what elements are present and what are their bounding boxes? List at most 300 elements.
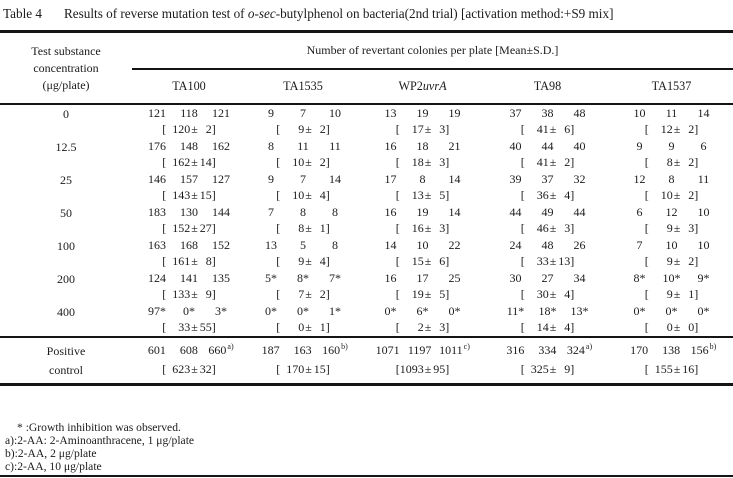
strain-cell: [132, 270, 246, 303]
table-body: [0, 105, 733, 383]
plus-minus: ±: [549, 287, 557, 302]
mean-sd: [360, 320, 485, 337]
plate-count: 1011$^{c)}$: [439, 341, 470, 357]
mean-sd: [610, 254, 733, 271]
plate-count: 97*: [148, 303, 166, 318]
mean-value: 14: [536, 320, 549, 335]
mean-value: 17: [411, 122, 424, 137]
sd-value: 13: [558, 254, 571, 269]
mean-value: 0: [298, 320, 305, 335]
plate-counts: [132, 204, 246, 221]
mean-value: 33: [536, 254, 549, 269]
bracket-open: [: [520, 188, 525, 203]
plate-count: 8: [300, 204, 306, 219]
plate-count: 170: [630, 342, 649, 357]
plate-count: 44: [541, 138, 554, 153]
strain-cell: [132, 171, 246, 204]
mean-value: 170: [286, 361, 305, 376]
plate-count: 8*: [633, 270, 646, 285]
plate-count: 118: [180, 105, 198, 120]
bracket-close: ]: [445, 221, 450, 236]
bracket-close: ]: [211, 287, 216, 302]
plate-count: 1197: [407, 342, 432, 357]
plate-counts: [610, 138, 733, 155]
strain-cell: [485, 341, 610, 383]
strain-cell: [360, 105, 485, 138]
mean-value: 41: [536, 155, 549, 170]
strain-cell: [246, 105, 360, 138]
plus-minus: ±: [673, 287, 681, 302]
plate-count: 18*: [538, 303, 557, 318]
title-part-pre: Results of reverse mutation test of: [64, 6, 248, 21]
plus-minus: ±: [191, 122, 198, 137]
strain-cell: [132, 138, 246, 171]
plate-count: 121: [212, 105, 230, 120]
sd-value: 6: [439, 254, 446, 269]
plate-count: 37: [541, 171, 554, 186]
sd-value: 2: [688, 155, 695, 170]
strain-cell: [485, 105, 610, 138]
plate-count: 14: [448, 204, 461, 219]
plus-minus: ±: [549, 254, 557, 269]
plate-counts: [132, 303, 246, 320]
plate-count: 9: [668, 138, 675, 153]
strain-cell: [360, 138, 485, 171]
mean-sd: [485, 155, 610, 172]
strain-header-area: [132, 33, 733, 103]
plate-count: 8: [332, 237, 338, 252]
plate-counts: [132, 237, 246, 254]
strain-name-italic: uvrA: [422, 79, 447, 93]
plate-count: 0*: [384, 303, 397, 318]
plate-count: 10: [633, 105, 646, 120]
sd-value: 14: [199, 155, 212, 170]
plate-count: 8*: [297, 270, 309, 285]
footnote-line: c):2-AA, 10 μg/plate: [5, 460, 102, 473]
plate-count: 5*: [265, 270, 277, 285]
plus-minus: ±: [549, 221, 557, 236]
mean-value: 16: [411, 221, 424, 236]
plate-count: 19: [416, 204, 429, 219]
strain-cell: [246, 341, 360, 383]
plate-count: 5: [300, 237, 306, 252]
plus-minus: ±: [673, 155, 681, 170]
plate-count: 168: [180, 237, 198, 252]
bracket-open: [: [644, 254, 649, 269]
plate-count: 130: [180, 204, 198, 219]
dose-label: [0, 303, 132, 336]
plate-counts: [132, 138, 246, 155]
bracket-open: [: [162, 320, 167, 335]
plate-count: 187: [261, 342, 280, 357]
strain-cell: [246, 138, 360, 171]
plate-counts: [246, 303, 360, 320]
mean-value: 33: [178, 320, 191, 335]
bracket-open: [: [520, 287, 525, 302]
plus-minus: ±: [673, 122, 681, 137]
plus-minus: ±: [549, 122, 557, 137]
plate-counts: [485, 303, 610, 320]
mean-value: 9: [666, 254, 673, 269]
bracket-open: [: [644, 188, 649, 203]
plate-counts: [246, 204, 360, 221]
plate-count: 14: [384, 237, 397, 252]
footnote-superscript: a): [585, 341, 593, 351]
mean-sd: [610, 221, 733, 238]
mean-sd: [132, 188, 246, 205]
sd-value: 3: [688, 221, 695, 236]
table-row: [0, 270, 733, 303]
sd-value: 1: [688, 287, 695, 302]
mean-sd: [485, 122, 610, 139]
plate-count: 39: [509, 171, 522, 186]
mean-sd: [360, 254, 485, 271]
strain-header-wp2: [360, 79, 485, 94]
plate-counts: [246, 171, 360, 188]
mean-value: 1093: [399, 361, 424, 376]
mean-value: 133: [172, 287, 191, 302]
bracket-close: ]: [325, 221, 330, 236]
plate-count: 27: [541, 270, 554, 285]
strain-cell: [610, 171, 733, 204]
plate-count: 37: [509, 105, 522, 120]
mean-sd: [360, 188, 485, 205]
bracket-close: ]: [325, 254, 330, 269]
table-row: [0, 237, 733, 270]
plate-count: 156$^{b)}$: [690, 341, 717, 357]
mean-value: 155: [654, 361, 673, 376]
bracket-open: [: [276, 221, 281, 236]
mean-sd: [485, 320, 610, 337]
bracket-close: ]: [325, 155, 330, 170]
plus-minus: ±: [673, 320, 681, 335]
plate-count: 121: [148, 105, 166, 120]
plate-counts: [360, 138, 485, 155]
plate-count: 14: [448, 171, 461, 186]
mean-sd: [132, 155, 246, 172]
bracket-open: [: [162, 188, 167, 203]
plus-minus: ±: [424, 287, 432, 302]
bracket-open: [: [162, 361, 167, 376]
bracket-open: [: [395, 287, 400, 302]
sd-value: 55: [199, 320, 212, 335]
plate-count: 10: [416, 237, 429, 252]
plus-minus: ±: [424, 320, 432, 335]
mean-value: 41: [536, 122, 549, 137]
mean-value: 120: [172, 122, 191, 137]
plate-count: 163: [293, 342, 312, 357]
bracket-close: ]: [694, 188, 699, 203]
mean-sd: [132, 287, 246, 304]
plate-count: 26: [573, 237, 586, 252]
plus-minus: ±: [191, 320, 198, 335]
sd-value: 95: [433, 361, 446, 376]
plate-counts: [485, 204, 610, 221]
plate-count: 152: [212, 237, 230, 252]
mean-sd: [132, 254, 246, 271]
plate-counts: [610, 303, 733, 320]
mean-sd: [246, 360, 360, 379]
bracket-open: [: [162, 254, 167, 269]
dose-label-line: 12.5: [55, 140, 77, 154]
dose-label-line: 50: [60, 206, 72, 220]
plus-minus: ±: [305, 254, 312, 269]
plate-counts: [132, 270, 246, 287]
mean-value: 46: [536, 221, 549, 236]
plate-count: 17: [416, 270, 429, 285]
mean-value: 325: [530, 361, 549, 376]
strain-cell: [132, 341, 246, 383]
strain-cell: [610, 303, 733, 336]
sd-value: 3: [439, 122, 446, 137]
dose-label-line: Positive: [46, 343, 86, 358]
plate-count: 6*: [416, 303, 429, 318]
bracket-close: ]: [445, 320, 450, 335]
plus-minus: ±: [424, 155, 432, 170]
plate-count: 40: [573, 138, 586, 153]
plate-count: 176: [148, 138, 166, 153]
sd-value: 4: [319, 188, 326, 203]
plate-count: 135: [212, 270, 230, 285]
strain-cell: [246, 237, 360, 270]
title-compound-italic: o-sec: [247, 6, 276, 21]
sd-value: 4: [564, 287, 571, 302]
sd-value: 15: [199, 188, 212, 203]
bracket-open: [: [520, 361, 525, 376]
bracket-open: [: [644, 361, 649, 376]
strain-cell: [246, 171, 360, 204]
bracket-close: ]: [211, 122, 216, 137]
mean-value: 7: [298, 287, 305, 302]
dose-label-line: 100: [57, 239, 75, 253]
mean-value: 36: [536, 188, 549, 203]
plate-counts: [610, 204, 733, 221]
bracket-close: ]: [325, 361, 330, 376]
mean-value: 2: [417, 320, 424, 335]
plus-minus: ±: [191, 361, 198, 376]
sd-value: 4: [564, 188, 571, 203]
bracket-close: ]: [570, 361, 575, 376]
mean-value: 162: [172, 155, 191, 170]
mean-sd: [132, 360, 246, 379]
strain-name: TA1537: [651, 79, 692, 93]
plate-count: 324$^{a)}$: [566, 341, 593, 357]
plus-minus: ±: [673, 188, 681, 203]
plate-count: 183: [148, 204, 166, 219]
plus-minus: ±: [305, 221, 312, 236]
bracket-close: ]: [445, 361, 450, 376]
bracket-close: ]: [694, 320, 699, 335]
plate-count: 8: [332, 204, 338, 219]
mean-sd: [485, 287, 610, 304]
strain-header-ta98: [485, 79, 610, 94]
sd-value: 1: [319, 320, 326, 335]
bracket-close: ]: [694, 221, 699, 236]
plate-count: 8: [268, 138, 274, 153]
bracket-open: [: [276, 122, 281, 137]
bracket-open: [: [276, 188, 281, 203]
strain-name: TA100: [172, 79, 206, 93]
mean-sd: [246, 155, 360, 172]
plate-count: 22: [448, 237, 461, 252]
sd-value: 15: [313, 361, 326, 376]
plate-counts: [132, 171, 246, 188]
strain-cell: [360, 270, 485, 303]
bracket-close: ]: [570, 320, 575, 335]
plate-counts: [360, 341, 485, 360]
strain-cell: [246, 204, 360, 237]
plate-count: 608: [179, 342, 198, 357]
plate-count: 7: [268, 204, 274, 219]
plate-count: 13: [384, 105, 397, 120]
mean-sd: [485, 254, 610, 271]
table-row: [0, 138, 733, 171]
plate-count: 10: [665, 237, 678, 252]
sd-value: 2: [319, 122, 326, 137]
footnote-line: b):2-AA, 2 μg/plate: [5, 447, 97, 460]
bracket-open: [: [395, 254, 400, 269]
plate-count: 334: [538, 342, 557, 357]
plate-counts: [246, 138, 360, 155]
bracket-close: ]: [211, 221, 216, 236]
dose-label: [0, 204, 132, 237]
mean-sd: [485, 221, 610, 238]
plate-count: 11*: [506, 303, 525, 318]
plate-counts: [246, 105, 360, 122]
strain-cell: [610, 237, 733, 270]
bracket-close: ]: [570, 254, 575, 269]
plate-count: 8: [668, 171, 675, 186]
plate-count: 21: [448, 138, 461, 153]
dose-label: [0, 237, 132, 270]
mean-sd: [246, 188, 360, 205]
plate-count: 157: [180, 171, 198, 186]
bracket-open: [: [395, 188, 400, 203]
bracket-open: [: [276, 361, 281, 376]
mean-value: 8: [298, 221, 305, 236]
plate-count: 9: [268, 105, 274, 120]
plate-count: 148: [180, 138, 198, 153]
table-row: [0, 204, 733, 237]
bracket-close: ]: [694, 361, 699, 376]
plate-count: 0*: [633, 303, 646, 318]
strain-header-ta100: [132, 79, 246, 94]
plus-minus: ±: [305, 287, 312, 302]
bracket-close: ]: [694, 122, 699, 137]
plus-minus: ±: [424, 254, 432, 269]
bracket-open: [: [644, 320, 649, 335]
sd-value: 3: [564, 221, 571, 236]
plus-minus: ±: [305, 320, 312, 335]
bracket-close: ]: [211, 254, 216, 269]
bracket-open: [: [276, 155, 281, 170]
mean-sd: [610, 188, 733, 205]
mean-value: 12: [660, 122, 673, 137]
mean-value: 10: [292, 155, 305, 170]
mean-value: 10: [660, 188, 673, 203]
mean-value: 15: [411, 254, 424, 269]
plate-count: 44: [573, 204, 586, 219]
sd-value: 2: [319, 287, 326, 302]
plate-count: 10: [329, 105, 341, 120]
dose-header-line: Test substance: [31, 43, 101, 58]
plate-count: 1071: [375, 342, 400, 357]
sd-value: 8: [205, 254, 212, 269]
mean-sd: [246, 320, 360, 337]
plate-count: 25: [448, 270, 461, 285]
plus-minus: ±: [424, 221, 432, 236]
plate-count: 146: [148, 171, 166, 186]
plate-count: 0*: [265, 303, 277, 318]
strain-cell: [485, 204, 610, 237]
bracket-open: [: [520, 221, 525, 236]
plate-count: 9: [268, 171, 274, 186]
mean-sd: [485, 188, 610, 205]
mean-sd: [360, 221, 485, 238]
mean-value: 0: [666, 320, 673, 335]
plate-counts: [610, 171, 733, 188]
plus-minus: ±: [305, 155, 312, 170]
mean-sd: [360, 360, 485, 379]
plate-count: 316: [506, 342, 525, 357]
bracket-close: ]: [325, 122, 330, 137]
strain-cell: [485, 270, 610, 303]
plate-counts: [360, 237, 485, 254]
table-row: [0, 105, 733, 138]
bracket-close: ]: [325, 287, 330, 302]
footnote-line: a):2-AA: 2-Aminoanthracene, 1 μg/plate: [5, 434, 195, 447]
bracket-close: ]: [570, 287, 575, 302]
plate-count: 30: [509, 270, 522, 285]
title-part-post: -butylphenol on bacteria(2nd trial) [activation method:+S9 mix]: [275, 6, 614, 21]
plate-count: 16: [384, 270, 397, 285]
sd-value: 6: [564, 122, 571, 137]
strain-cell: [610, 204, 733, 237]
bracket-close: ]: [445, 188, 450, 203]
bracket-close: ]: [445, 155, 450, 170]
bracket-close: ]: [694, 155, 699, 170]
strain-cell: [360, 303, 485, 336]
footnote-superscript: c): [463, 341, 470, 351]
plate-count: 11: [697, 171, 710, 186]
bracket-close: ]: [570, 122, 575, 137]
strain-name: TA98: [533, 79, 562, 93]
dose-label: [0, 138, 132, 171]
plate-count: 7: [636, 237, 643, 252]
bracket-open: [: [520, 122, 525, 137]
plate-count: 16: [384, 204, 397, 219]
footnotes: [5, 421, 194, 473]
plate-count: 24: [509, 237, 522, 252]
plate-count: 0*: [665, 303, 678, 318]
mean-value: 30: [536, 287, 549, 302]
plus-minus: ±: [673, 221, 681, 236]
plate-count: 11: [665, 105, 678, 120]
plus-minus: ±: [191, 287, 198, 302]
sd-value: 1: [319, 221, 326, 236]
plate-count: 16: [384, 138, 397, 153]
sd-value: 27: [199, 221, 212, 236]
plus-minus: ±: [305, 361, 312, 376]
plate-count: 38: [541, 105, 554, 120]
dose-label-line: 25: [60, 173, 72, 187]
mean-sd: [246, 287, 360, 304]
plate-count: 19: [448, 105, 461, 120]
colonies-span-header: Number of revertant colonies per plate [Mean±S.D.]: [306, 43, 559, 57]
plate-count: 12: [633, 171, 646, 186]
sd-value: 5: [439, 188, 446, 203]
plate-count: 8: [419, 171, 426, 186]
